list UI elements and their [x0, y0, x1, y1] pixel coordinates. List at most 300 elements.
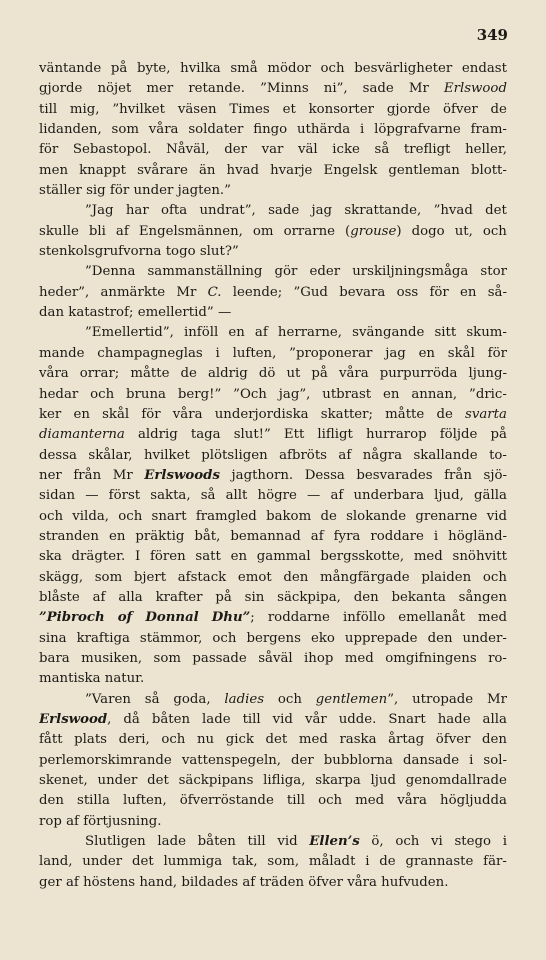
word: grenarne — [415, 508, 478, 524]
word: inföllo — [342, 610, 386, 626]
word: ”Jag — [85, 203, 114, 219]
word: en — [418, 345, 435, 361]
text-line — [39, 59, 507, 79]
word: aldrig — [207, 366, 248, 382]
text-line — [39, 832, 507, 852]
text-line — [39, 730, 507, 750]
word: ö, — [371, 834, 384, 850]
word: måtte — [385, 406, 425, 422]
word: små — [230, 61, 258, 76]
word: för — [141, 406, 161, 422]
word: jag — [311, 203, 333, 219]
word: ni”, — [323, 81, 348, 97]
word: heller, — [465, 142, 507, 158]
word: ”Gud — [293, 284, 328, 300]
word: ”Varen — [85, 691, 131, 707]
word: mångfärgade — [320, 569, 410, 585]
text-line — [39, 201, 507, 221]
word: gentlemen”, — [315, 691, 399, 707]
word: som — [111, 122, 139, 138]
word: som — [153, 650, 181, 666]
word: besvärligheter — [354, 61, 453, 76]
text-line — [39, 140, 507, 160]
word: och — [90, 386, 115, 402]
word: slut?” — [199, 244, 239, 260]
word: gjorde — [39, 81, 83, 97]
word: ”Emellertid”, — [85, 325, 174, 341]
word: plötsligen — [201, 447, 268, 463]
word: ihop — [304, 650, 334, 666]
word: högre — [257, 488, 297, 504]
word: af — [115, 223, 129, 239]
word: Dhu”; — [211, 610, 255, 626]
word: en — [383, 386, 400, 402]
word: om — [252, 223, 274, 239]
word: höstens — [83, 874, 136, 890]
word: Times — [229, 101, 270, 117]
word: fär- — [483, 854, 507, 870]
word: Mr — [176, 284, 197, 300]
word: Erlswood, — [39, 712, 112, 727]
word: den — [39, 793, 64, 809]
word: och — [161, 732, 186, 748]
word: icke — [332, 142, 360, 158]
word: sjö- — [483, 467, 507, 483]
text-line — [39, 852, 507, 872]
word: väntande — [39, 61, 102, 76]
word: skägg, — [39, 569, 84, 585]
word: af — [310, 528, 324, 544]
word: uthärda — [296, 122, 351, 138]
word: luften, — [122, 793, 167, 809]
word: blott- — [470, 162, 507, 178]
word: I — [134, 549, 141, 565]
word: hvad — [226, 162, 260, 178]
word: till — [247, 834, 266, 850]
word: slokande — [346, 508, 407, 524]
word: purpurröda — [379, 366, 458, 382]
word: skål — [447, 345, 475, 361]
word: var — [261, 142, 284, 158]
word: ”hvad — [433, 203, 473, 219]
text-line — [39, 649, 507, 669]
word: — — [307, 488, 321, 504]
word: stilla — [77, 793, 110, 809]
word: under — [82, 854, 123, 870]
word: bakom — [266, 508, 312, 524]
text-line — [39, 669, 507, 689]
word: sakta, — [150, 488, 191, 504]
word: mig, — [69, 101, 100, 117]
word: upprepade — [344, 630, 418, 646]
word: det — [265, 732, 288, 748]
word: ljung- — [468, 366, 507, 382]
word: lifligt — [317, 427, 353, 443]
word: bubblorna — [323, 752, 393, 768]
word: till — [39, 101, 58, 117]
word: stor — [480, 264, 507, 280]
word: retande. — [188, 81, 245, 97]
word: sol- — [483, 752, 507, 768]
word: snart — [151, 508, 187, 524]
word: i — [360, 122, 365, 138]
word: gälla — [474, 488, 507, 504]
word: årtag — [388, 732, 425, 748]
word: omgifningens — [385, 650, 477, 666]
word: emellertid” — [137, 305, 214, 321]
word: ut — [286, 366, 301, 382]
word: den — [353, 589, 379, 605]
word: ro- — [488, 650, 507, 666]
word: sade — [362, 81, 394, 97]
word: ”Denna — [85, 264, 136, 280]
word: diamanterna — [39, 427, 125, 443]
word: under — [97, 773, 138, 789]
word: tak, — [232, 854, 258, 870]
word: roddare — [370, 528, 424, 544]
word: till — [242, 712, 261, 727]
text-line — [39, 568, 507, 588]
word: af — [254, 325, 268, 341]
word: — — [217, 305, 232, 321]
word: bekanta — [391, 589, 446, 605]
word: hedar — [39, 386, 79, 402]
word: mande — [39, 345, 85, 361]
word: Mr — [487, 691, 507, 707]
word: våra — [39, 366, 69, 382]
word: luften, — [232, 345, 277, 361]
word: såväl — [258, 650, 293, 666]
word: då — [123, 712, 140, 727]
word: dansade — [402, 752, 460, 768]
word: der — [291, 752, 314, 768]
word: sidan — [39, 488, 76, 504]
word: af — [242, 874, 256, 890]
text-line — [39, 710, 507, 730]
text-line — [39, 812, 507, 832]
word: jag — [385, 345, 406, 361]
word: Ellen’s — [309, 834, 360, 850]
word: några — [362, 447, 403, 463]
word: udde. — [338, 712, 377, 727]
word: (grouse) — [345, 223, 402, 239]
word: skenet, — [39, 773, 88, 789]
text-line — [39, 222, 507, 242]
word: skum- — [466, 325, 507, 341]
word: framgled — [195, 508, 257, 524]
text-line — [39, 283, 507, 303]
word: emot — [237, 569, 272, 585]
word: det — [485, 203, 507, 219]
word: sina — [39, 630, 67, 646]
word: löpgrafvarne — [374, 122, 461, 138]
word: och — [277, 691, 302, 707]
word: så — [144, 691, 160, 707]
word: et — [282, 101, 296, 117]
word: ut, — [454, 223, 473, 239]
word: leende; — [232, 284, 283, 300]
word: vid — [272, 712, 293, 727]
text-line — [39, 588, 507, 608]
word: jagthorn. — [231, 467, 294, 483]
word: stämmor, — [139, 630, 203, 646]
word: från — [444, 467, 472, 483]
text-line — [39, 79, 507, 99]
word: bjert — [133, 569, 167, 585]
word: Donnal — [145, 610, 199, 626]
word: ”Pibroch — [39, 610, 105, 626]
word: öfver — [435, 732, 471, 748]
word: sin — [244, 589, 265, 605]
word: genomdallrade — [405, 773, 507, 789]
text-line — [39, 486, 507, 506]
word: måtte — [130, 366, 170, 382]
word: undrat”, — [199, 203, 256, 219]
word: blåste — [39, 589, 80, 605]
text-line — [39, 364, 507, 384]
word: dogo — [411, 223, 445, 239]
word: till — [286, 793, 305, 809]
word: lade — [202, 712, 231, 727]
word: perlemorskimrande — [39, 752, 172, 768]
word: båten — [151, 712, 191, 727]
word: och — [395, 834, 420, 850]
word: roddarne — [267, 610, 330, 626]
word: och — [118, 508, 143, 524]
word: hand, — [139, 874, 178, 890]
text-line — [39, 323, 507, 343]
word: bevara — [339, 284, 386, 300]
word: bildades — [181, 874, 239, 890]
word: en — [460, 284, 477, 300]
word: bruna — [126, 386, 166, 402]
word: och — [39, 508, 64, 524]
word: för — [429, 284, 449, 300]
word: orrarne — [283, 223, 335, 239]
word: ”Och — [233, 386, 267, 402]
word: dö — [258, 366, 276, 382]
word: aldrig — [137, 427, 178, 443]
word: af — [92, 589, 106, 605]
word: från — [73, 467, 102, 483]
word: fingo — [253, 122, 288, 138]
word: emellanåt — [398, 610, 465, 626]
word: dessa — [39, 447, 77, 463]
word: med — [355, 793, 385, 809]
word: på — [490, 427, 507, 443]
word: svarta — [465, 406, 507, 422]
word: ställer — [39, 183, 82, 199]
word: ”dric- — [469, 386, 507, 402]
word: af — [330, 488, 344, 504]
word: fyra — [333, 528, 361, 544]
word: land, — [39, 854, 73, 870]
text-line — [39, 446, 507, 466]
word: herrarne, — [277, 325, 342, 341]
word: kraftiga — [76, 630, 130, 646]
word: annan, — [411, 386, 458, 402]
word: fått — [39, 732, 63, 748]
text-line — [39, 629, 507, 649]
word: vår — [304, 712, 327, 727]
word: båten — [197, 834, 236, 850]
word: och — [482, 569, 507, 585]
word: Mr — [408, 81, 429, 97]
word: fören — [149, 549, 186, 565]
word: taga — [190, 427, 221, 443]
word: hvilket — [143, 447, 190, 463]
word: men — [39, 162, 69, 178]
word: C. — [207, 284, 222, 300]
word: mödor — [267, 61, 311, 76]
word: gentleman — [388, 162, 460, 178]
word: våra — [172, 406, 203, 422]
word: den — [482, 732, 507, 748]
word: vi — [431, 834, 443, 850]
word: hurrarop — [365, 427, 427, 443]
word: bli — [88, 223, 106, 239]
word: gick — [225, 732, 254, 748]
word: trefligt — [403, 142, 451, 158]
word: ofta — [161, 203, 188, 219]
word: så- — [487, 284, 507, 300]
word: ljud, — [434, 488, 464, 504]
word: urskiljningsmåga — [352, 264, 469, 280]
word: skulle — [39, 223, 79, 239]
word: raska — [339, 732, 377, 748]
word: knappt — [79, 162, 127, 178]
word: eko — [310, 630, 335, 646]
word: bergens — [246, 630, 301, 646]
word: bemannad — [230, 528, 301, 544]
word: än — [198, 162, 216, 178]
word: soldater — [188, 122, 244, 138]
word: orrar; — [79, 366, 120, 382]
text-line — [39, 690, 507, 710]
word: i — [215, 345, 220, 361]
word: skatter; — [320, 406, 373, 422]
word: förtjusning. — [83, 813, 162, 829]
word: de — [436, 406, 453, 422]
text-line — [39, 120, 507, 140]
word: sig — [86, 183, 106, 199]
word: bara — [39, 650, 70, 666]
word: Engelsk — [323, 162, 378, 178]
word: plats — [74, 732, 107, 748]
text-line — [39, 242, 507, 262]
word: vid — [277, 834, 298, 850]
word: väl — [297, 142, 318, 158]
word: de — [379, 854, 396, 870]
word: vilda, — [72, 508, 109, 524]
word: satt — [195, 549, 221, 565]
word: alla — [482, 712, 507, 727]
word: lade — [157, 834, 186, 850]
word: måladt — [308, 854, 356, 870]
word: öfver — [443, 101, 478, 117]
word: med — [413, 549, 443, 565]
word: sade — [268, 203, 300, 219]
word: en — [108, 528, 126, 544]
text-line — [39, 405, 507, 425]
word: vid — [486, 508, 507, 524]
word: och — [482, 223, 507, 239]
word: ”proponerar — [289, 345, 373, 361]
text-line — [39, 100, 507, 120]
word: under — [133, 183, 174, 199]
word: anmärkte — [100, 284, 166, 300]
word: Sebastopol. — [72, 142, 152, 158]
word: för — [109, 183, 130, 199]
word: eder — [309, 264, 341, 280]
word: heder”, — [39, 284, 90, 300]
word: endast — [461, 61, 507, 76]
word: träden — [259, 874, 305, 890]
word: grannaste — [405, 854, 474, 870]
word: Engelsmännen, — [138, 223, 243, 239]
word: de — [490, 101, 507, 117]
word: ner — [39, 467, 62, 483]
word: högländ- — [448, 528, 507, 544]
word: Snart — [388, 712, 426, 727]
word: snöhvitt — [452, 549, 507, 565]
word: lidanden, — [39, 122, 102, 138]
text-line — [39, 161, 507, 181]
word: jag”, — [278, 386, 311, 402]
word: så — [374, 142, 390, 158]
word: plaiden — [421, 569, 472, 585]
word: säckpipa, — [277, 589, 341, 605]
word: våra — [148, 122, 179, 138]
word: oss — [396, 284, 419, 300]
word: Erlswoods — [144, 467, 220, 483]
word: af — [66, 813, 79, 829]
word: hvilka — [180, 61, 221, 76]
word: skål — [102, 406, 130, 422]
word: jagten.” — [177, 183, 231, 199]
text-line — [39, 547, 507, 567]
word: stego — [454, 834, 492, 850]
word: — — [85, 488, 99, 504]
word: de — [320, 508, 337, 524]
text-line — [39, 181, 507, 201]
word: har — [125, 203, 149, 219]
word: ska — [39, 549, 62, 565]
word: ker — [39, 406, 62, 422]
word: följde — [439, 427, 478, 443]
word: väsen — [177, 101, 217, 117]
word: musiken, — [81, 650, 143, 666]
word: mantiska — [39, 671, 101, 687]
page-number: 349 — [476, 26, 508, 44]
word: deri, — [118, 732, 150, 748]
word: skallande — [413, 447, 478, 463]
text-line — [39, 425, 507, 445]
word: af — [338, 447, 352, 463]
word: som — [94, 569, 123, 585]
word: högljudda — [440, 793, 507, 809]
word: de — [180, 366, 197, 382]
word: öfverröstande — [179, 793, 274, 809]
word: för — [487, 345, 507, 361]
word: lummiga — [163, 854, 223, 870]
text-line — [39, 751, 507, 771]
word: den — [283, 569, 309, 585]
word: skålar, — [88, 447, 133, 463]
word: katastrof; — [68, 305, 134, 321]
word: Dessa — [304, 467, 345, 483]
word: den — [427, 630, 453, 646]
